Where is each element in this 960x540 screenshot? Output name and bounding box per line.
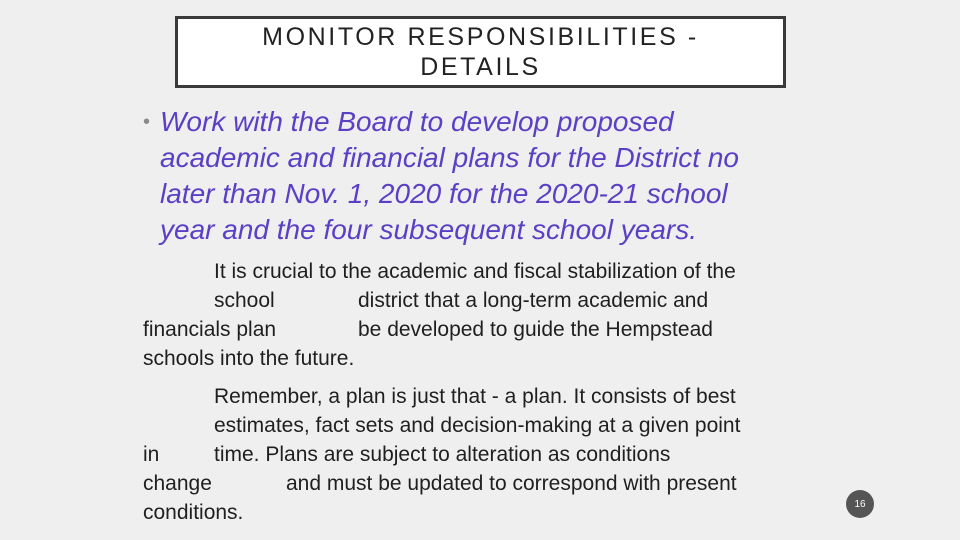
paragraph-line: school — [214, 289, 275, 312]
paragraph-line: be developed to guide the Hempstead — [358, 318, 713, 341]
slide-title-line-2: DETAILS — [420, 53, 541, 81]
paragraph-line: change — [143, 472, 212, 495]
paragraph-line: estimates, fact sets and decision-making at a given point — [214, 414, 741, 437]
bullet-line: academic and financial plans for the District no — [160, 142, 739, 173]
paragraph-line: conditions. — [143, 501, 244, 524]
paragraph-line: in — [143, 443, 160, 466]
paragraph-line: Remember, a plan is just that - a plan. It consists of best — [214, 385, 736, 408]
bullet-line: later than Nov. 1, 2020 for the 2020-21 school — [160, 178, 728, 209]
paragraph-line: schools into the future. — [143, 347, 355, 370]
paragraph-line: financials plan — [143, 318, 277, 341]
bullet-line: year and the four subsequent school years. — [160, 214, 698, 245]
bullet-line: Work with the Board to develop proposed — [160, 106, 674, 137]
paragraph-line: and must be updated to correspond with present — [286, 472, 737, 495]
bullet-dot-icon: • — [143, 111, 151, 133]
slide-title-line-1: MONITOR RESPONSIBILITIES - — [262, 23, 699, 51]
paragraph-line: It is crucial to the academic and fiscal stabilization of the — [214, 260, 736, 283]
paragraph-line: district that a long-term academic and — [358, 289, 709, 312]
paragraph-line: time. Plans are subject to alteration as conditions — [214, 443, 671, 466]
page-number-badge: 16 — [846, 490, 874, 518]
slide-title-box — [175, 16, 786, 88]
